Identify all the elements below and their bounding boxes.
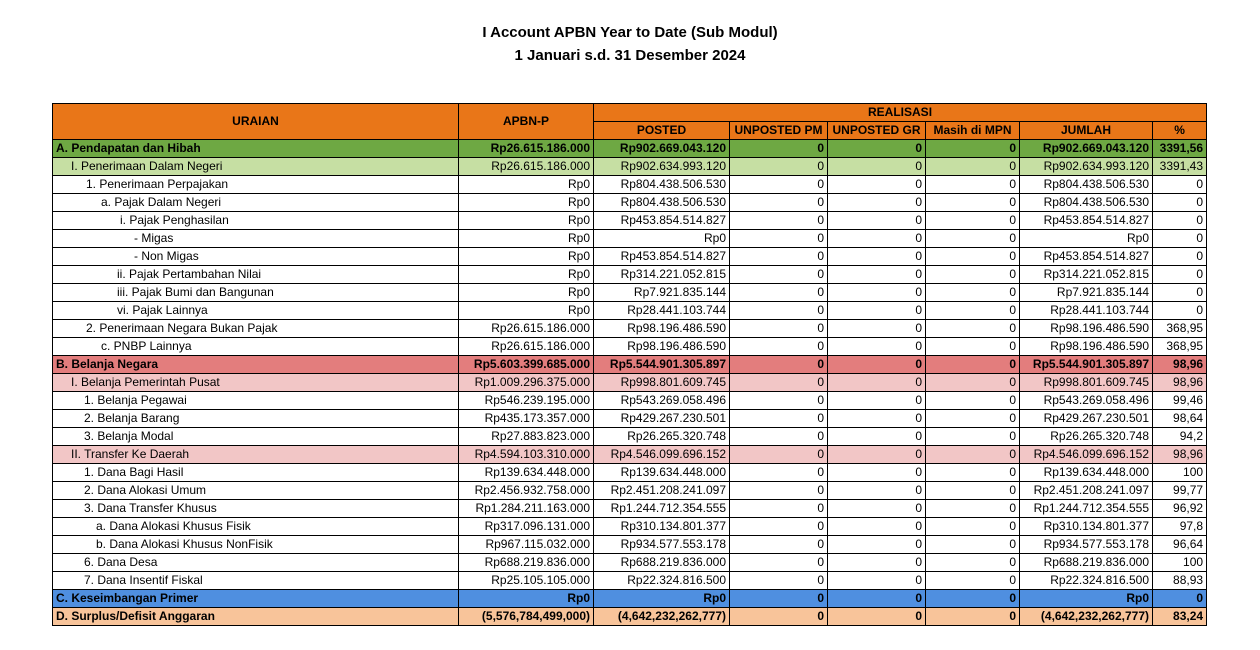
cell-masih-mpn: 0 xyxy=(926,428,1020,446)
cell-pct: 96,92 xyxy=(1153,500,1207,518)
cell-posted: Rp2.451.208.241.097 xyxy=(594,482,730,500)
cell-uraian: - Non Migas xyxy=(53,248,459,266)
cell-posted: Rp7.921.835.144 xyxy=(594,284,730,302)
header-masih-mpn: Masih di MPN xyxy=(926,122,1020,140)
table-row xyxy=(53,176,1207,194)
cell-unposted-pm: 0 xyxy=(730,230,828,248)
cell-masih-mpn: 0 xyxy=(926,464,1020,482)
cell-pct: 96,64 xyxy=(1153,536,1207,554)
table-row xyxy=(53,446,1207,464)
table-row xyxy=(53,248,1207,266)
cell-apbn: Rp26.615.186.000 xyxy=(459,158,594,176)
cell-posted: Rp453.854.514.827 xyxy=(594,212,730,230)
cell-jumlah: Rp139.634.448.000 xyxy=(1020,464,1153,482)
cell-unposted-gr: 0 xyxy=(828,338,926,356)
cell-unposted-pm: 0 xyxy=(730,608,828,626)
cell-posted: Rp139.634.448.000 xyxy=(594,464,730,482)
cell-posted: Rp98.196.486.590 xyxy=(594,338,730,356)
cell-masih-mpn: 0 xyxy=(926,158,1020,176)
cell-posted: Rp314.221.052.815 xyxy=(594,266,730,284)
cell-jumlah: Rp98.196.486.590 xyxy=(1020,338,1153,356)
cell-unposted-gr: 0 xyxy=(828,374,926,392)
cell-masih-mpn: 0 xyxy=(926,338,1020,356)
cell-unposted-gr: 0 xyxy=(828,554,926,572)
cell-posted: Rp429.267.230.501 xyxy=(594,410,730,428)
cell-jumlah: Rp998.801.609.745 xyxy=(1020,374,1153,392)
cell-uraian: - Migas xyxy=(53,230,459,248)
header-unposted-gr: UNPOSTED GR xyxy=(828,122,926,140)
cell-jumlah: Rp314.221.052.815 xyxy=(1020,266,1153,284)
cell-masih-mpn: 0 xyxy=(926,248,1020,266)
cell-jumlah: Rp804.438.506.530 xyxy=(1020,176,1153,194)
cell-apbn: Rp139.634.448.000 xyxy=(459,464,594,482)
table-row xyxy=(53,482,1207,500)
cell-jumlah: Rp0 xyxy=(1020,230,1153,248)
cell-apbn: Rp2.456.932.758.000 xyxy=(459,482,594,500)
cell-posted: Rp902.634.993.120 xyxy=(594,158,730,176)
cell-uraian: vi. Pajak Lainnya xyxy=(53,302,459,320)
cell-uraian: iii. Pajak Bumi dan Bangunan xyxy=(53,284,459,302)
header-uraian: URAIAN xyxy=(53,104,459,140)
cell-jumlah: Rp934.577.553.178 xyxy=(1020,536,1153,554)
cell-unposted-pm: 0 xyxy=(730,248,828,266)
header-jumlah: JUMLAH xyxy=(1020,122,1153,140)
cell-jumlah: Rp310.134.801.377 xyxy=(1020,518,1153,536)
cell-unposted-pm: 0 xyxy=(730,536,828,554)
table-row xyxy=(53,536,1207,554)
cell-jumlah: Rp429.267.230.501 xyxy=(1020,410,1153,428)
cell-unposted-pm: 0 xyxy=(730,572,828,590)
table-row xyxy=(53,464,1207,482)
cell-unposted-gr: 0 xyxy=(828,428,926,446)
cell-pct: 3391,56 xyxy=(1153,140,1207,158)
cell-apbn: Rp0 xyxy=(459,266,594,284)
cell-unposted-pm: 0 xyxy=(730,590,828,608)
cell-uraian: I. Belanja Pemerintah Pusat xyxy=(53,374,459,392)
cell-posted: Rp0 xyxy=(594,590,730,608)
cell-uraian: A. Pendapatan dan Hibah xyxy=(53,140,459,158)
cell-unposted-gr: 0 xyxy=(828,518,926,536)
cell-posted: (4,642,232,262,777) xyxy=(594,608,730,626)
cell-masih-mpn: 0 xyxy=(926,518,1020,536)
cell-pct: 0 xyxy=(1153,302,1207,320)
cell-unposted-gr: 0 xyxy=(828,140,926,158)
cell-unposted-pm: 0 xyxy=(730,482,828,500)
cell-uraian: 3. Belanja Modal xyxy=(53,428,459,446)
cell-posted: Rp98.196.486.590 xyxy=(594,320,730,338)
table-row xyxy=(53,428,1207,446)
cell-masih-mpn: 0 xyxy=(926,446,1020,464)
cell-masih-mpn: 0 xyxy=(926,572,1020,590)
cell-masih-mpn: 0 xyxy=(926,374,1020,392)
cell-unposted-gr: 0 xyxy=(828,410,926,428)
cell-unposted-pm: 0 xyxy=(730,356,828,374)
cell-masih-mpn: 0 xyxy=(926,500,1020,518)
cell-apbn: Rp0 xyxy=(459,302,594,320)
cell-apbn: Rp1.284.211.163.000 xyxy=(459,500,594,518)
cell-unposted-gr: 0 xyxy=(828,194,926,212)
cell-unposted-pm: 0 xyxy=(730,176,828,194)
cell-unposted-gr: 0 xyxy=(828,482,926,500)
cell-unposted-gr: 0 xyxy=(828,320,926,338)
cell-uraian: 1. Dana Bagi Hasil xyxy=(53,464,459,482)
cell-apbn: Rp4.594.103.310.000 xyxy=(459,446,594,464)
cell-unposted-gr: 0 xyxy=(828,230,926,248)
table-row xyxy=(53,572,1207,590)
cell-pct: 0 xyxy=(1153,176,1207,194)
cell-masih-mpn: 0 xyxy=(926,212,1020,230)
cell-pct: 88,93 xyxy=(1153,572,1207,590)
cell-unposted-pm: 0 xyxy=(730,194,828,212)
cell-jumlah: Rp902.634.993.120 xyxy=(1020,158,1153,176)
cell-unposted-pm: 0 xyxy=(730,554,828,572)
cell-apbn: Rp1.009.296.375.000 xyxy=(459,374,594,392)
cell-unposted-gr: 0 xyxy=(828,212,926,230)
cell-pct: 98,96 xyxy=(1153,356,1207,374)
cell-pct: 368,95 xyxy=(1153,320,1207,338)
cell-pct: 100 xyxy=(1153,464,1207,482)
cell-masih-mpn: 0 xyxy=(926,482,1020,500)
cell-jumlah: Rp0 xyxy=(1020,590,1153,608)
cell-masih-mpn: 0 xyxy=(926,536,1020,554)
cell-uraian: II. Transfer Ke Daerah xyxy=(53,446,459,464)
cell-jumlah: Rp5.544.901.305.897 xyxy=(1020,356,1153,374)
cell-jumlah: Rp453.854.514.827 xyxy=(1020,212,1153,230)
header-posted: POSTED xyxy=(594,122,730,140)
header-apbn: APBN-P xyxy=(459,104,594,140)
cell-apbn: Rp26.615.186.000 xyxy=(459,320,594,338)
cell-unposted-pm: 0 xyxy=(730,302,828,320)
table-row xyxy=(53,338,1207,356)
cell-uraian: ii. Pajak Pertambahan Nilai xyxy=(53,266,459,284)
cell-uraian: 2. Dana Alokasi Umum xyxy=(53,482,459,500)
cell-posted: Rp1.244.712.354.555 xyxy=(594,500,730,518)
cell-masih-mpn: 0 xyxy=(926,266,1020,284)
cell-uraian: 1. Penerimaan Perpajakan xyxy=(53,176,459,194)
cell-apbn: Rp25.105.105.000 xyxy=(459,572,594,590)
cell-masih-mpn: 0 xyxy=(926,176,1020,194)
cell-posted: Rp804.438.506.530 xyxy=(594,176,730,194)
table-row xyxy=(53,302,1207,320)
table-row xyxy=(53,392,1207,410)
cell-uraian: C. Keseimbangan Primer xyxy=(53,590,459,608)
header-realisasi: REALISASI xyxy=(594,104,1207,122)
cell-pct: 0 xyxy=(1153,230,1207,248)
cell-unposted-pm: 0 xyxy=(730,212,828,230)
table-row xyxy=(53,374,1207,392)
cell-apbn: Rp0 xyxy=(459,248,594,266)
cell-unposted-pm: 0 xyxy=(730,410,828,428)
cell-posted: Rp934.577.553.178 xyxy=(594,536,730,554)
cell-unposted-gr: 0 xyxy=(828,356,926,374)
cell-unposted-gr: 0 xyxy=(828,446,926,464)
cell-jumlah: Rp98.196.486.590 xyxy=(1020,320,1153,338)
cell-apbn: Rp688.219.836.000 xyxy=(459,554,594,572)
table-row xyxy=(53,608,1207,626)
cell-masih-mpn: 0 xyxy=(926,554,1020,572)
table-row xyxy=(53,158,1207,176)
cell-jumlah: Rp902.669.043.120 xyxy=(1020,140,1153,158)
cell-pct: 99,46 xyxy=(1153,392,1207,410)
cell-uraian: 2. Belanja Barang xyxy=(53,410,459,428)
cell-posted: Rp688.219.836.000 xyxy=(594,554,730,572)
cell-posted: Rp22.324.816.500 xyxy=(594,572,730,590)
cell-uraian: B. Belanja Negara xyxy=(53,356,459,374)
table-row xyxy=(53,554,1207,572)
cell-pct: 94,2 xyxy=(1153,428,1207,446)
cell-posted: Rp5.544.901.305.897 xyxy=(594,356,730,374)
cell-unposted-gr: 0 xyxy=(828,392,926,410)
header-pct: % xyxy=(1153,122,1207,140)
cell-apbn: (5,576,784,499,000) xyxy=(459,608,594,626)
cell-uraian: b. Dana Alokasi Khusus NonFisik xyxy=(53,536,459,554)
cell-jumlah: Rp453.854.514.827 xyxy=(1020,248,1153,266)
cell-uraian: 1. Belanja Pegawai xyxy=(53,392,459,410)
cell-apbn: Rp26.615.186.000 xyxy=(459,140,594,158)
cell-unposted-pm: 0 xyxy=(730,158,828,176)
cell-pct: 0 xyxy=(1153,284,1207,302)
cell-unposted-pm: 0 xyxy=(730,446,828,464)
cell-unposted-pm: 0 xyxy=(730,284,828,302)
table-row xyxy=(53,518,1207,536)
table-row xyxy=(53,284,1207,302)
cell-uraian: 6. Dana Desa xyxy=(53,554,459,572)
cell-unposted-gr: 0 xyxy=(828,158,926,176)
cell-apbn: Rp27.883.823.000 xyxy=(459,428,594,446)
cell-unposted-pm: 0 xyxy=(730,140,828,158)
cell-apbn: Rp0 xyxy=(459,176,594,194)
report-title: I Account APBN Year to Date (Sub Modul) xyxy=(482,24,778,41)
cell-unposted-pm: 0 xyxy=(730,392,828,410)
cell-uraian: I. Penerimaan Dalam Negeri xyxy=(53,158,459,176)
cell-pct: 368,95 xyxy=(1153,338,1207,356)
cell-jumlah: Rp4.546.099.696.152 xyxy=(1020,446,1153,464)
cell-unposted-gr: 0 xyxy=(828,590,926,608)
cell-jumlah: Rp688.219.836.000 xyxy=(1020,554,1153,572)
table-row xyxy=(53,230,1207,248)
cell-apbn: Rp435.173.357.000 xyxy=(459,410,594,428)
cell-jumlah: Rp28.441.103.744 xyxy=(1020,302,1153,320)
cell-uraian: i. Pajak Penghasilan xyxy=(53,212,459,230)
cell-unposted-gr: 0 xyxy=(828,464,926,482)
cell-apbn: Rp546.239.195.000 xyxy=(459,392,594,410)
cell-masih-mpn: 0 xyxy=(926,140,1020,158)
cell-posted: Rp453.854.514.827 xyxy=(594,248,730,266)
cell-posted: Rp0 xyxy=(594,230,730,248)
cell-posted: Rp902.669.043.120 xyxy=(594,140,730,158)
cell-jumlah: Rp543.269.058.496 xyxy=(1020,392,1153,410)
cell-posted: Rp543.269.058.496 xyxy=(594,392,730,410)
cell-jumlah: Rp2.451.208.241.097 xyxy=(1020,482,1153,500)
cell-masih-mpn: 0 xyxy=(926,320,1020,338)
cell-masih-mpn: 0 xyxy=(926,356,1020,374)
cell-uraian: 7. Dana Insentif Fiskal xyxy=(53,572,459,590)
cell-posted: Rp804.438.506.530 xyxy=(594,194,730,212)
cell-pct: 0 xyxy=(1153,266,1207,284)
cell-apbn: Rp0 xyxy=(459,284,594,302)
apbn-table xyxy=(52,103,1207,626)
table-row xyxy=(53,356,1207,374)
cell-unposted-gr: 0 xyxy=(828,266,926,284)
cell-posted: Rp26.265.320.748 xyxy=(594,428,730,446)
cell-posted: Rp28.441.103.744 xyxy=(594,302,730,320)
cell-unposted-gr: 0 xyxy=(828,500,926,518)
cell-jumlah: Rp1.244.712.354.555 xyxy=(1020,500,1153,518)
cell-apbn: Rp26.615.186.000 xyxy=(459,338,594,356)
cell-unposted-pm: 0 xyxy=(730,500,828,518)
cell-masih-mpn: 0 xyxy=(926,392,1020,410)
report-period: 1 Januari s.d. 31 Desember 2024 xyxy=(514,47,746,64)
cell-masih-mpn: 0 xyxy=(926,194,1020,212)
cell-apbn: Rp967.115.032.000 xyxy=(459,536,594,554)
cell-masih-mpn: 0 xyxy=(926,284,1020,302)
cell-pct: 3391,43 xyxy=(1153,158,1207,176)
table-row xyxy=(53,590,1207,608)
cell-unposted-pm: 0 xyxy=(730,266,828,284)
cell-apbn: Rp5.603.399.685.000 xyxy=(459,356,594,374)
cell-uraian: a. Dana Alokasi Khusus Fisik xyxy=(53,518,459,536)
cell-unposted-gr: 0 xyxy=(828,176,926,194)
cell-pct: 99,77 xyxy=(1153,482,1207,500)
cell-pct: 0 xyxy=(1153,194,1207,212)
cell-masih-mpn: 0 xyxy=(926,410,1020,428)
cell-jumlah: (4,642,232,262,777) xyxy=(1020,608,1153,626)
cell-apbn: Rp0 xyxy=(459,212,594,230)
cell-unposted-gr: 0 xyxy=(828,608,926,626)
cell-apbn: Rp0 xyxy=(459,230,594,248)
cell-uraian: 2. Penerimaan Negara Bukan Pajak xyxy=(53,320,459,338)
table-row xyxy=(53,320,1207,338)
cell-pct: 83,24 xyxy=(1153,608,1207,626)
cell-pct: 0 xyxy=(1153,248,1207,266)
cell-unposted-pm: 0 xyxy=(730,518,828,536)
cell-jumlah: Rp26.265.320.748 xyxy=(1020,428,1153,446)
cell-unposted-pm: 0 xyxy=(730,464,828,482)
cell-pct: 0 xyxy=(1153,212,1207,230)
cell-unposted-pm: 0 xyxy=(730,338,828,356)
cell-pct: 0 xyxy=(1153,590,1207,608)
cell-pct: 97,8 xyxy=(1153,518,1207,536)
header-unposted-pm: UNPOSTED PM xyxy=(730,122,828,140)
cell-jumlah: Rp22.324.816.500 xyxy=(1020,572,1153,590)
table-row xyxy=(53,212,1207,230)
cell-jumlah: Rp804.438.506.530 xyxy=(1020,194,1153,212)
cell-pct: 98,96 xyxy=(1153,446,1207,464)
cell-pct: 100 xyxy=(1153,554,1207,572)
cell-unposted-gr: 0 xyxy=(828,536,926,554)
cell-posted: Rp4.546.099.696.152 xyxy=(594,446,730,464)
cell-masih-mpn: 0 xyxy=(926,230,1020,248)
cell-pct: 98,64 xyxy=(1153,410,1207,428)
cell-uraian: D. Surplus/Defisit Anggaran xyxy=(53,608,459,626)
cell-apbn: Rp317.096.131.000 xyxy=(459,518,594,536)
cell-posted: Rp998.801.609.745 xyxy=(594,374,730,392)
table-row xyxy=(53,410,1207,428)
table-row xyxy=(53,500,1207,518)
table-row xyxy=(53,140,1207,158)
cell-unposted-pm: 0 xyxy=(730,320,828,338)
cell-jumlah: Rp7.921.835.144 xyxy=(1020,284,1153,302)
cell-pct: 98,96 xyxy=(1153,374,1207,392)
cell-apbn: Rp0 xyxy=(459,194,594,212)
cell-unposted-gr: 0 xyxy=(828,302,926,320)
cell-uraian: 3. Dana Transfer Khusus xyxy=(53,500,459,518)
table-row xyxy=(53,194,1207,212)
cell-posted: Rp310.134.801.377 xyxy=(594,518,730,536)
cell-masih-mpn: 0 xyxy=(926,590,1020,608)
cell-unposted-gr: 0 xyxy=(828,284,926,302)
cell-unposted-pm: 0 xyxy=(730,428,828,446)
cell-uraian: a. Pajak Dalam Negeri xyxy=(53,194,459,212)
cell-apbn: Rp0 xyxy=(459,590,594,608)
cell-uraian: c. PNBP Lainnya xyxy=(53,338,459,356)
table-body xyxy=(53,140,1207,626)
cell-masih-mpn: 0 xyxy=(926,608,1020,626)
cell-unposted-gr: 0 xyxy=(828,572,926,590)
cell-masih-mpn: 0 xyxy=(926,302,1020,320)
cell-unposted-gr: 0 xyxy=(828,248,926,266)
table-row xyxy=(53,266,1207,284)
cell-unposted-pm: 0 xyxy=(730,374,828,392)
